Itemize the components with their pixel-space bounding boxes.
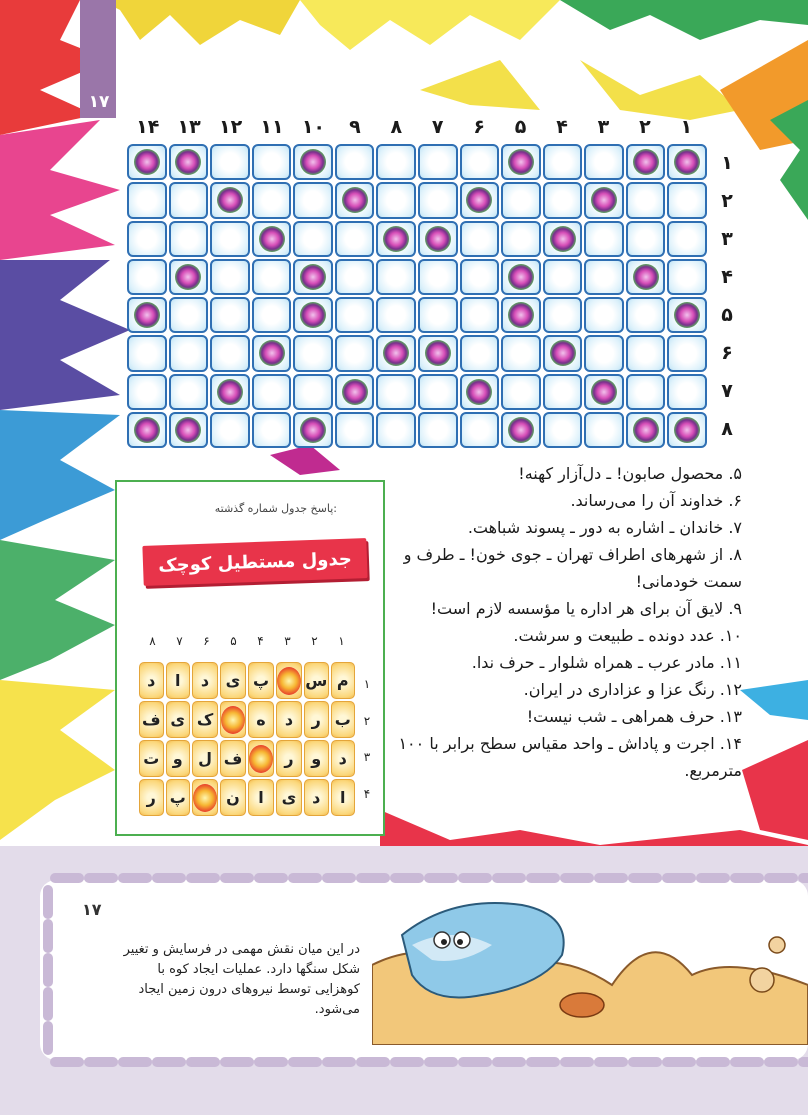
grid-cell[interactable] [501, 297, 541, 333]
grid-cell[interactable] [169, 374, 209, 410]
answer-cell: ف [139, 701, 164, 738]
column-number: ۸ [390, 116, 403, 138]
answer-row-number: ۳ [363, 750, 371, 765]
grid-cell[interactable] [667, 144, 707, 180]
grid-cell[interactable] [667, 335, 707, 371]
answer-cell: ت [139, 740, 164, 777]
blocked-cell-dot [175, 149, 201, 175]
blocked-cell-dot [633, 149, 659, 175]
page-number: ۱۷ [88, 92, 110, 112]
row-number: ۵ [721, 304, 733, 326]
yellow-spike [0, 680, 115, 840]
answer-cell: ف [220, 740, 246, 777]
column-number: ۱۱ [260, 116, 284, 138]
answer-blocked-dot [193, 784, 217, 812]
grid-cell[interactable] [501, 221, 541, 257]
grid-cell[interactable] [626, 412, 666, 448]
grid-cell[interactable] [626, 335, 666, 371]
grid-cell[interactable] [335, 259, 375, 295]
grid-cell[interactable] [210, 259, 250, 295]
blocked-cell-dot [134, 417, 160, 443]
red-right [742, 740, 808, 840]
grid-cell[interactable] [127, 182, 167, 218]
footer-paragraph: در این میان نقش مهمی در فرسایش و تغییر شکل سنگها دارد. عملیات ایجاد کوه با کوهزایی توسط نیروهای درون زمین ایجاد می‌شود. [123, 942, 360, 1017]
answer-cell: ک [192, 701, 218, 738]
grid-cell[interactable] [210, 144, 250, 180]
answer-cell: ه [248, 701, 274, 738]
answer-cell: پ [166, 779, 191, 816]
answer-cell: ر [276, 740, 302, 777]
grid-cell[interactable] [667, 374, 707, 410]
answer-column-number: ۵ [230, 634, 237, 648]
grid-cell[interactable] [584, 259, 624, 295]
column-number: ۳ [597, 116, 610, 138]
crossword-grid [127, 144, 707, 448]
column-number: ۱۳ [177, 116, 201, 138]
grid-cell[interactable] [293, 259, 333, 295]
answer-cell: د [192, 662, 218, 699]
answer-cell: ر [304, 701, 329, 738]
answer-cell: د [331, 740, 356, 777]
grid-cell[interactable] [293, 144, 333, 180]
row-number: ۶ [721, 342, 733, 364]
blocked-cell-dot [550, 226, 576, 252]
grid-cell[interactable] [376, 335, 416, 371]
grid-cell[interactable] [418, 374, 458, 410]
answer-row-number: ۱ [363, 677, 371, 692]
grid-cell[interactable] [626, 182, 666, 218]
grid-cell[interactable] [252, 182, 292, 218]
grid-cell[interactable] [335, 335, 375, 371]
blocked-cell-dot [591, 187, 617, 213]
answer-cell: ی [220, 662, 246, 699]
clue-item: ۱۱. مادر عرب ـ همراه شلوار ـ حرف ندا. [471, 653, 742, 672]
blocked-cell-dot [383, 340, 409, 366]
answer-column-numbers [139, 634, 355, 654]
clue-item: ۷. خاندان ـ اشاره به دور ـ پسوند شباهت. [467, 518, 742, 537]
blocked-cell-dot [217, 379, 243, 405]
grid-cell[interactable] [376, 259, 416, 295]
grid-cell[interactable] [626, 221, 666, 257]
grid-cell[interactable] [543, 144, 583, 180]
grid-cell[interactable] [584, 297, 624, 333]
column-number: ۹ [349, 116, 361, 138]
grid-cell[interactable] [210, 412, 250, 448]
grid-cell[interactable] [335, 144, 375, 180]
grid-cell[interactable] [543, 259, 583, 295]
answer-column-number: ۷ [176, 634, 183, 648]
answer-caption: پاسخ جدول شماره گذشته: [214, 502, 337, 515]
blocked-cell-dot [217, 187, 243, 213]
grid-cell[interactable] [169, 182, 209, 218]
green-spike [0, 540, 115, 680]
answer-column-number: ۴ [257, 634, 264, 648]
grid-cell[interactable] [169, 412, 209, 448]
grid-cell[interactable] [252, 374, 292, 410]
clue-list [396, 460, 742, 810]
grid-cell[interactable] [293, 374, 333, 410]
grid-cell[interactable] [293, 297, 333, 333]
clue-item: ۱۲. رنگ عزا و عزاداری در ایران. [523, 680, 742, 699]
grid-cell[interactable] [335, 412, 375, 448]
yellow-burst-2 [300, 0, 560, 50]
grid-cell[interactable] [418, 297, 458, 333]
grid-cell[interactable] [127, 259, 167, 295]
grid-cell[interactable] [667, 297, 707, 333]
grid-cell[interactable] [543, 374, 583, 410]
grid-cell[interactable] [252, 144, 292, 180]
pink-spike [0, 120, 120, 260]
grid-cell[interactable] [667, 182, 707, 218]
answer-column-number: ۱ [338, 634, 345, 648]
grid-cell[interactable] [418, 182, 458, 218]
grid-cell[interactable] [252, 412, 292, 448]
answer-cell [192, 779, 218, 816]
grid-cell[interactable] [667, 412, 707, 448]
purple-spike [0, 260, 130, 410]
blocked-cell-dot [674, 417, 700, 443]
answer-cell [248, 740, 274, 777]
blocked-cell-dot [508, 302, 534, 328]
grid-cell[interactable] [376, 144, 416, 180]
grid-cell[interactable] [376, 374, 416, 410]
row-number: ۲ [721, 190, 733, 212]
blocked-cell-dot [425, 340, 451, 366]
blocked-cell-dot [134, 302, 160, 328]
answer-cell: ل [192, 740, 218, 777]
column-number: ۵ [514, 116, 527, 138]
answer-cell: و [166, 740, 191, 777]
blocked-cell-dot [300, 264, 326, 290]
answer-column-number: ۲ [311, 634, 318, 648]
grid-cell[interactable] [210, 221, 250, 257]
grid-cell[interactable] [252, 297, 292, 333]
answer-cell: م [331, 662, 356, 699]
clue-item: ۱۴. اجرت و پاداش ـ واحد مقیاس سطح برابر با ۱۰۰ مترمربع. [398, 734, 742, 780]
grid-cell[interactable] [127, 335, 167, 371]
grid-cell[interactable] [501, 335, 541, 371]
grid-cell[interactable] [127, 412, 167, 448]
grid-cell[interactable] [543, 182, 583, 218]
column-number: ۱۲ [218, 116, 243, 138]
grid-cell[interactable] [127, 297, 167, 333]
grid-cell[interactable] [169, 335, 209, 371]
blocked-cell-dot [300, 149, 326, 175]
answer-cell: د [276, 701, 302, 738]
grid-cell[interactable] [418, 335, 458, 371]
blocked-cell-dot [259, 226, 285, 252]
grid-cell[interactable] [460, 182, 500, 218]
answer-cell: ن [220, 779, 246, 816]
clue-item: ۱۰. عدد دونده ـ طبیعت و سرشت. [513, 626, 742, 645]
grid-cell[interactable] [626, 259, 666, 295]
blocked-cell-dot [342, 187, 368, 213]
grid-cell[interactable] [376, 412, 416, 448]
grid-cell[interactable] [335, 182, 375, 218]
blocked-cell-dot [175, 264, 201, 290]
answer-blocked-dot [221, 706, 245, 734]
blocked-cell-dot [508, 417, 534, 443]
row-number: ۷ [721, 380, 733, 402]
grid-cell[interactable] [335, 297, 375, 333]
footer-page-number: ۱۷ [82, 900, 102, 919]
blocked-cell-dot [383, 226, 409, 252]
grid-cell[interactable] [210, 297, 250, 333]
grid-cell[interactable] [252, 335, 292, 371]
blocked-cell-dot [633, 264, 659, 290]
blue-spike [0, 410, 120, 540]
grid-cell[interactable] [460, 144, 500, 180]
answer-cell: ی [276, 779, 302, 816]
grid-cell[interactable] [626, 297, 666, 333]
blocked-cell-dot [674, 302, 700, 328]
answer-cell: ی [166, 701, 191, 738]
magenta-spike [270, 445, 340, 475]
green-burst [560, 0, 808, 40]
grid-cell[interactable] [210, 182, 250, 218]
clue-item: ۸. از شهرهای اطراف تهران ـ جوی خون! ـ طرف و سمت خودمانی! [403, 545, 742, 591]
grid-cell[interactable] [252, 259, 292, 295]
blocked-cell-dot [508, 264, 534, 290]
row-numbers [712, 144, 742, 448]
grid-cell[interactable] [584, 221, 624, 257]
blocked-cell-dot [342, 379, 368, 405]
row-number: ۴ [721, 266, 733, 288]
answer-row-number: ۴ [363, 786, 371, 801]
blocked-cell-dot [300, 417, 326, 443]
grid-cell[interactable] [460, 297, 500, 333]
grid-cell[interactable] [127, 221, 167, 257]
grid-cell[interactable] [460, 259, 500, 295]
column-number: ۲ [639, 116, 651, 138]
answer-column-number: ۶ [203, 634, 210, 648]
yellow-burst-3 [580, 60, 740, 120]
grid-cell[interactable] [667, 259, 707, 295]
blocked-cell-dot [300, 302, 326, 328]
grid-cell[interactable] [501, 259, 541, 295]
grid-cell[interactable] [169, 297, 209, 333]
yellow-burst-4 [420, 60, 540, 110]
answer-cell [220, 701, 246, 738]
grid-cell[interactable] [501, 374, 541, 410]
blocked-cell-dot [175, 417, 201, 443]
blocked-cell-dot [550, 340, 576, 366]
answer-row-number: ۲ [363, 713, 371, 728]
blocked-cell-dot [134, 149, 160, 175]
grid-cell[interactable] [335, 374, 375, 410]
answer-grid [139, 662, 355, 816]
green-right [770, 100, 808, 220]
grid-cell[interactable] [169, 144, 209, 180]
row-number: ۳ [721, 228, 733, 250]
erosion-cartoon [372, 885, 808, 1045]
answer-cell: د [304, 779, 329, 816]
grid-cell[interactable] [418, 412, 458, 448]
blocked-cell-dot [508, 149, 534, 175]
grid-cell[interactable] [210, 374, 250, 410]
grid-cell[interactable] [418, 221, 458, 257]
grid-cell[interactable] [460, 412, 500, 448]
answer-cell [276, 662, 302, 699]
grid-cell[interactable] [667, 221, 707, 257]
grid-cell[interactable] [501, 182, 541, 218]
grid-cell[interactable] [584, 374, 624, 410]
column-number: ۱۴ [136, 116, 160, 138]
grid-cell[interactable] [418, 259, 458, 295]
column-number: ۱ [680, 116, 693, 138]
grid-cell[interactable] [376, 221, 416, 257]
grid-cell[interactable] [626, 144, 666, 180]
grid-cell[interactable] [584, 182, 624, 218]
grid-cell[interactable] [501, 412, 541, 448]
grid-cell[interactable] [127, 374, 167, 410]
grid-cell[interactable] [543, 297, 583, 333]
grid-cell[interactable] [543, 412, 583, 448]
grid-cell[interactable] [543, 221, 583, 257]
clue-item: ۹. لایق آن برای هر اداره یا مؤسسه لازم است! [430, 599, 742, 618]
blocked-cell-dot [633, 417, 659, 443]
blocked-cell-dot [591, 379, 617, 405]
row-number: ۱ [721, 152, 733, 174]
column-number: ۴ [556, 116, 568, 138]
grid-cell[interactable] [460, 374, 500, 410]
grid-cell[interactable] [626, 374, 666, 410]
answer-cell: س [304, 662, 329, 699]
answer-cell: پ [248, 662, 274, 699]
answer-cell: ا [248, 779, 274, 816]
grid-cell[interactable] [293, 335, 333, 371]
grid-cell[interactable] [584, 412, 624, 448]
blocked-cell-dot [674, 149, 700, 175]
answer-row-numbers [357, 666, 377, 812]
column-number: ۷ [431, 116, 444, 138]
grid-cell[interactable] [169, 259, 209, 295]
answer-column-number: ۳ [284, 634, 291, 648]
column-number: ۱۰ [301, 116, 326, 138]
grid-cell[interactable] [252, 221, 292, 257]
grid-cell[interactable] [501, 144, 541, 180]
clue-item: ۶. خداوند آن را می‌رساند. [570, 491, 742, 510]
answer-blocked-dot [277, 667, 301, 695]
grid-cell[interactable] [293, 412, 333, 448]
grid-cell[interactable] [460, 221, 500, 257]
grid-cell[interactable] [376, 182, 416, 218]
grid-cell[interactable] [584, 144, 624, 180]
answer-blocked-dot [249, 745, 273, 773]
answer-column-number: ۸ [149, 634, 156, 648]
answer-title-banner: جدول مستطیل کوچک [142, 538, 367, 586]
answer-cell: د [139, 662, 164, 699]
grid-cell[interactable] [418, 144, 458, 180]
blocked-cell-dot [259, 340, 285, 366]
grid-cell[interactable] [460, 335, 500, 371]
clue-item: ۱۳. حرف همراهی ـ شب نیست! [526, 707, 742, 726]
answer-cell: ا [331, 779, 356, 816]
blocked-cell-dot [466, 379, 492, 405]
blocked-cell-dot [466, 187, 492, 213]
answer-cell: ب [331, 701, 356, 738]
grid-cell[interactable] [543, 335, 583, 371]
answer-cell: ا [166, 662, 191, 699]
previous-answer-box [115, 480, 385, 836]
row-number: ۸ [721, 418, 733, 440]
blue-right [740, 680, 808, 720]
grid-cell[interactable] [293, 182, 333, 218]
grid-cell[interactable] [584, 335, 624, 371]
grid-cell[interactable] [127, 144, 167, 180]
column-number: ۶ [473, 116, 485, 138]
grid-cell[interactable] [210, 335, 250, 371]
grid-cell[interactable] [335, 221, 375, 257]
blocked-cell-dot [425, 226, 451, 252]
grid-cell[interactable] [376, 297, 416, 333]
grid-cell[interactable] [169, 221, 209, 257]
clue-item: ۵. محصول صابون! ـ دل‌آزار کهنه! [518, 464, 742, 483]
grid-cell[interactable] [293, 221, 333, 257]
answer-cell: ر [139, 779, 164, 816]
answer-cell: و [304, 740, 329, 777]
column-numbers [127, 116, 707, 142]
